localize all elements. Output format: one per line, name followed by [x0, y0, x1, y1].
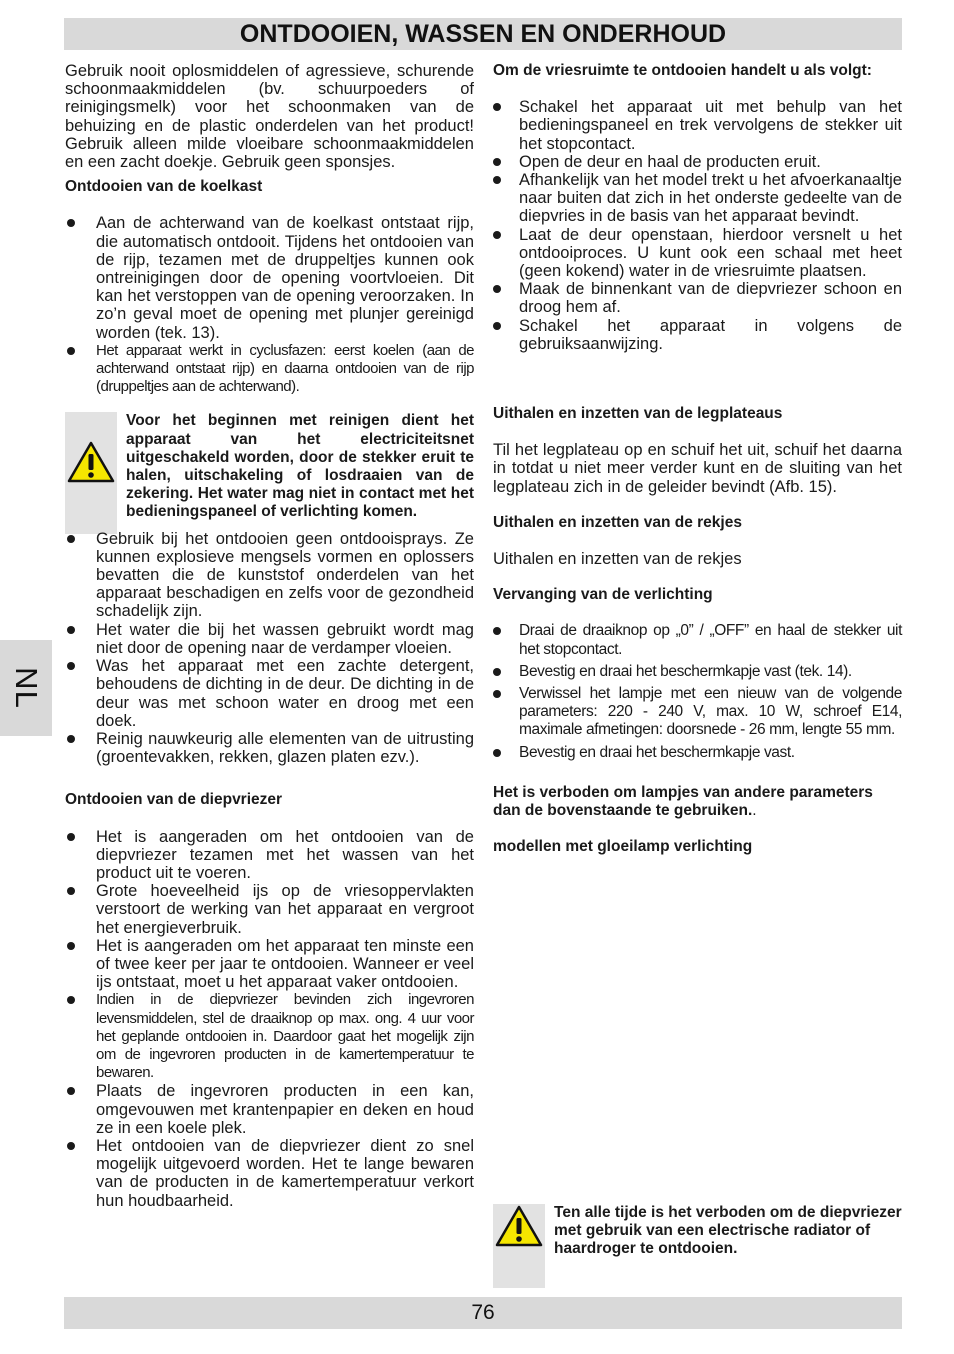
section-heading-vriesruimte: Om de vriesruimte te ontdooien handelt u als volgt: — [493, 62, 872, 79]
prohibition-suffix: . — [752, 802, 757, 820]
warning-text: Ten alle tijde is het verboden om de diepvriezer met gebruik van een electrische radiator of haardroger te ontdooien. — [554, 1204, 902, 1258]
list-item: Draai de draaiknop op „0” / „OFF” en haal de stekker uit het stopcontact. — [493, 622, 902, 658]
warning-block-right — [493, 1204, 902, 1259]
list-item: Bevestig en draai het beschermkapje vast. — [493, 744, 902, 762]
warning-icon-box — [65, 412, 117, 534]
koelkast-list — [65, 214, 474, 396]
diepvriezer-list — [65, 828, 474, 1210]
gloeilamp-label: modellen met gloeilamp verlichting — [493, 838, 753, 856]
warning-triangle-icon — [67, 441, 115, 483]
list-item: Het apparaat werkt in cyclusfazen: eerst koelen (aan de achterwand ontstaat rijp) en daarna ontdooien van de rijp (druppeltjes aan de achterwand). — [65, 342, 474, 397]
list-item: Plaats de ingevroren producten in een kan, omgevouwen met krantenpapier en deken en houd ze in een koele plek. — [65, 1082, 474, 1137]
list-item: Aan de achterwand van de koelkast ontstaat rijp, die automatisch ontdooit. Tijdens het ontdooien van de rijp, tezamen met de druppeltjes kunnen ook ontreinigingen door de opening voortvloeien. Dit kan het verstoppen van de opening veroorzaken. In zo’n geval moet de opening met plunjer gereinigd worden (tek. 13). — [65, 214, 474, 341]
list-item: Verwissel het lampje met een nieuw van de volgende parameters: 220 - 240 V, max. 10 W, schroef E14, maximale afmetingen: doorsnede - 26 mm, lengte 55 mm. — [493, 685, 902, 740]
list-item: Het water die bij het wassen gebruikt wordt mag niet door de opening naar de verdamper vloeien. — [65, 621, 474, 657]
warning-triangle-icon — [495, 1205, 543, 1247]
list-item: Grote hoeveelheid ijs op de vriesoppervlakten verstoort de werking van het apparaat en vergroot het energieverbruik. — [65, 882, 474, 937]
section-heading-rekjes: Uithalen en inzetten van de rekjes — [493, 513, 742, 531]
list-item: Gebruik bij het ontdooien geen ontdooisprays. Ze kunnen explosieve mengsels vormen en oplossers bevatten die de kunststof onderdelen van het apparaat beschadigen en zelfs voor de gezondheid schadelijk zijn. — [65, 530, 474, 621]
list-item: Was het apparaat met een zachte detergent, behoudens de dichting in de deur. De dichting in de deur was met schoon water en droog met een doek. — [65, 657, 474, 730]
rekjes-paragraph: Uithalen en inzetten van de rekjes — [493, 550, 742, 569]
section-heading-diepvriezer: Ontdooien van de diepvriezer — [65, 791, 283, 809]
language-tab-label: NL — [9, 667, 44, 709]
prohibition-text: Het is verboden om lampjes van andere parameters dan de bovenstaande te gebruiken. — [493, 783, 873, 820]
language-tab — [0, 640, 52, 736]
list-item: Reinig nauwkeurig alle elementen van de uitrusting (groentevakken, rekken, glazen platen ezv.). — [65, 730, 474, 766]
page-title: ONTDOOIEN, WASSEN EN ONDERHOUD — [64, 18, 902, 50]
list-item: Schakel het apparaat uit met behulp van het bedieningspaneel en trek vervolgens de stekker uit het stopcontact. — [493, 98, 902, 153]
warning-text: Voor het beginnen met reinigen dient het apparaat van het electriciteitsnet uitgeschakeld worden, door de stekker eruit te halen, uitschakeling of losdraaien van de zekering. Het water mag niet in contact met het bedieningspaneel of verlichting komen. — [126, 412, 474, 521]
section-heading-legplateaus: Uithalen en inzetten van de legplateaus — [493, 405, 783, 423]
section-heading-verlichting: Vervanging van de verlichting — [493, 586, 713, 604]
list-item: Maak de binnenkant van de diepvriezer schoon en droog hem af. — [493, 280, 902, 316]
list-item: Bevestig en draai het beschermkapje vast (tek. 14). — [493, 663, 902, 681]
list-item: Laat de deur openstaan, hierdoor versnelt u het ontdooiproces. U kunt ook een schaal met heet (geen kokend) water in de vriesruimte plaatsen. — [493, 226, 902, 281]
section-heading-koelkast: Ontdooien van de koelkast — [65, 178, 263, 196]
left-column — [65, 62, 474, 1210]
vriesruimte-list — [493, 98, 902, 353]
list-item: Indien in de diepvriezer bevinden zich ingevroren levensmiddelen, stel de draaiknop op max. ong. 4 uur voor het geplande ontdooien in. Daardoor gaat het mogelijk zijn om de ingevroren producten in de kamertemperatuur te bewaren. — [65, 991, 474, 1082]
list-item: Afhankelijk van het model trekt u het afvoerkanaaltje naar buiten dat zich in het onderste gedeelte van de diepvries in de basis van het apparaat bevindt. — [493, 171, 902, 226]
verlichting-list — [493, 622, 902, 761]
wash-list — [65, 530, 474, 767]
list-item: Het is aangeraden om het apparaat ten minste een of twee keer per jaar te ontdooien. Wanneer er veel ijs ontstaat, moet u het apparaat vaker ontdooien. — [65, 937, 474, 992]
legplateaus-paragraph: Til het legplateau op en schuif het uit, schuif het daarna in totdat u niet meer verder kunt en de sluiting van het legplateau zich in de geleider bevindt (Afb. 15). — [493, 441, 902, 496]
warning-icon-box — [493, 1204, 545, 1288]
list-item: Het is aangeraden om het ontdooien van de diepvriezer tezamen met het wassen van het product uit te voeren. — [65, 828, 474, 883]
list-item: Open de deur en haal de producten eruit. — [493, 153, 902, 171]
right-column — [493, 62, 902, 857]
warning-block — [65, 412, 474, 521]
prohibition-notice — [493, 784, 902, 820]
list-item: Schakel het apparaat in volgens de gebruiksaanwijzing. — [493, 317, 902, 353]
intro-paragraph: Gebruik nooit oplosmiddelen of agressieve, schurende schoonmaakmiddelen (bv. schuurpoeders of reinigingsmelk) voor het schoonmaken van de behuizing en de plastic onderdelen van het product! Gebruik alleen milde vloeibare schoonmaakmiddelen en een zacht doekje. Gebruik geen sponsjes. — [65, 62, 474, 172]
page-number: 76 — [64, 1297, 902, 1329]
list-item: Het ontdooien van de diepvriezer dient zo snel mogelijk uitgevoerd worden. Het te lange bewaren van de producten in de kamertemperatuur verkort hun houdbaarheid. — [65, 1137, 474, 1210]
